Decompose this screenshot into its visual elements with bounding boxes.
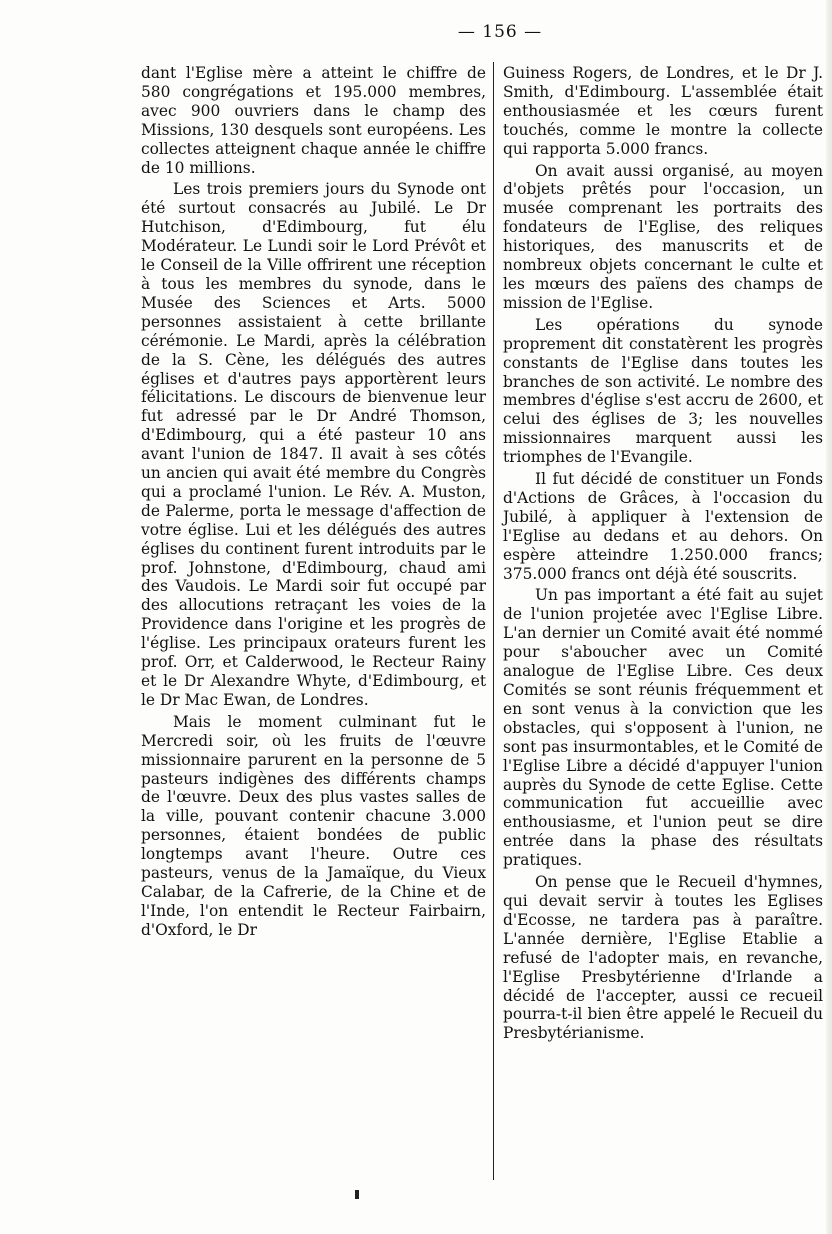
- left-column: [141, 64, 486, 943]
- paragraph: Mais le moment culminant fut le Mercredi soir, où les fruits de l'œuvre missionnaire parurent en la personne de 5 pasteurs indigènes des différents champs de l'œuvre. Deux des plus vastes salles de la ville, pouvant contenir chacune 3.000 personnes, étaient bondées de public longtemps avant l'heure. Outre ces pasteurs, venus de la Jamaïque, du Vieux Calabar, de la Cafrerie, de la Chine et de l'Inde, l'on entendit le Recteur Fairbairn, d'Oxford, le Dr: [141, 712, 486, 939]
- right-column: [503, 64, 823, 1046]
- paragraph: Il fut décidé de constituer un Fonds d'Actions de Grâces, à l'occasion du Jubilé, à appliquer à l'extension de l'Eglise au dedans et au dehors. On espère atteindre 1.250.000 francs; 375.000 francs ont déjà été souscrits.: [503, 470, 823, 583]
- paragraph: dant l'Eglise mère a atteint le chiffre de 580 congrégations et 195.000 membres, avec 900 ouvriers dans le champ des Missions, 130 desquels sont européens. Les collectes atteignent chaque année le chiffre de 10 millions.: [141, 64, 486, 177]
- paragraph: Les opérations du synode proprement dit constatèrent les progrès constants de l'Eglise dans toutes les branches de son activité. Le nombre des membres d'église s'est accru de 2600, et celui des églises de 3; les nouvelles missionnaires marquent aussi les triomphes de l'Evangile.: [503, 315, 823, 467]
- page-number: — 156 —: [457, 22, 543, 42]
- paragraph: On pense que le Recueil d'hymnes, qui devait servir à toutes les Eglises d'Ecosse, ne tardera pas à paraître. L'année dernière, l'Eglise Etablie a refusé de l'adopter mais, en revanche, l'Eglise Presbytérienne d'Irlande a décidé de l'accepter, aussi ce recueil pourra-t-il bien être appelé le Recueil du Presbytérianisme.: [503, 873, 823, 1043]
- column-divider: [493, 62, 494, 1180]
- paragraph: Un pas important a été fait au sujet de l'union projetée avec l'Eglise Libre. L'an dernier un Comité avait été nommé pour s'aboucher avec un Comité analogue de l'Eglise Libre. Ces deux Comités se sont réunis fréquemment et en sont venus à la conviction que les obstacles, qui s'opposent à l'union, ne sont pas insurmontables, et le Comité de l'Eglise Libre a décidé d'appuyer l'union auprès du Synode de cette Eglise. Cette communication fut accueillie avec enthousiasme, et l'union peut se dire entrée dans la phase des résultats pratiques.: [503, 586, 823, 870]
- paragraph: On avait aussi organisé, au moyen d'objets prêtés pour l'occasion, un musée comprenant les portraits des fondateurs de l'Eglise, des reliques historiques, des manuscrits et de nombreux objets concernant le culte et les mœurs des païens des champs de mission de l'Eglise.: [503, 161, 823, 312]
- paragraph: Guiness Rogers, de Londres, et le Dr J. Smith, d'Edimbourg. L'assemblée était enthousiasmée et les cœurs furent touchés, comme le montre la collecte qui rapporta 5.000 francs.: [503, 64, 823, 158]
- scan-edge: [826, 0, 832, 1234]
- print-mark: [355, 1190, 359, 1199]
- paragraph: Les trois premiers jours du Synode ont été surtout consacrés au Jubilé. Le Dr Hutchison, d'Edimbourg, fut élu Modérateur. Le Lundi soir le Lord Prévôt et le Conseil de la Ville offrirent une réception à tous les membres du synode, dans le Musée des Sciences et Arts. 5000 personnes assistaient à cette brillante cérémonie. Le Mardi, après la célébration de la S. Cène, les délégués des autres églises et d'autres pays apportèrent leurs félicitations. Le discours de bienvenue leur fut adressé par le Dr André Thomson, d'Edimbourg, qui a été pasteur 10 ans avant l'union de 1847. Il avait à ses côtés un ancien qui avait été membre du Congrès qui a proclamé l'union. Le Rév. A. Muston, de Palerme, porta le message d'affection de votre église. Lui et les délégués des autres églises du continent furent introduits par le prof. Johnstone, d'Edimbourg, chaud ami des Vaudois. Le Mardi soir fut occupé par des allocutions retraçant les voies de la Providence dans l'origine et les progrès de l'église. Les principaux orateurs furent les prof. Orr, et Calderwood, le Recteur Rainy et le Dr Alexandre Whyte, d'Edimbourg, et le Dr Mac Ewan, de Londres.: [141, 180, 486, 709]
